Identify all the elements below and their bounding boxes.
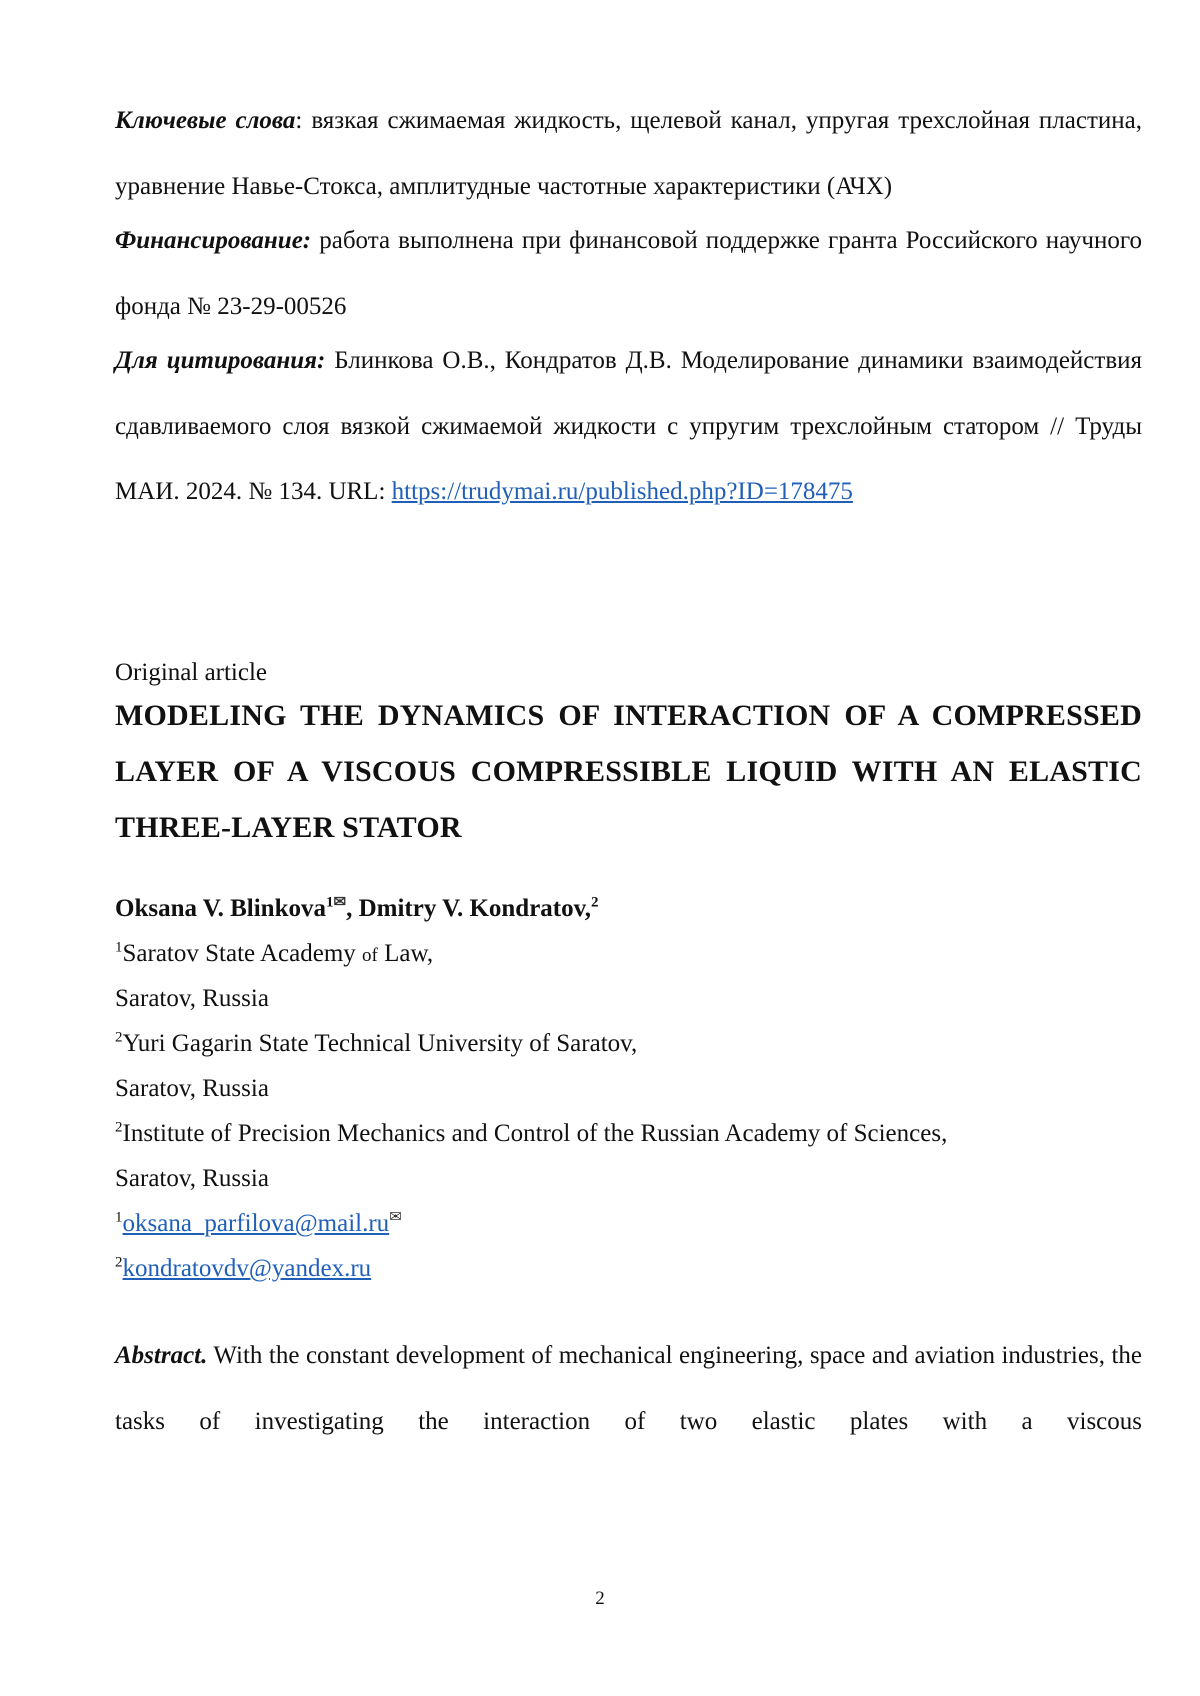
author-1-sup: 1 [326,894,334,911]
envelope-icon: ✉ [333,894,347,911]
email-2-line [115,1244,1142,1293]
affiliation-2-city: Saratov, Russia [115,1075,269,1102]
citation-text: Блинкова О.В., Кондратов Д.В. Моделирование динамики взаимодействия сдавливаемого слоя вязкой сжимаемой жидкости с упругим трехслойным статором // Труды МАИ. 2024. № 134. URL: [115,347,1142,505]
citation-url-link[interactable]: https://trudymai.ru/published.php?ID=178475 [391,478,853,505]
citation-paragraph [115,328,1142,525]
keywords-label: Ключевые слова [115,107,296,134]
citation-label: Для цитирования: [115,347,326,374]
funding-paragraph [115,208,1142,339]
affiliation-1-name-a: Saratov State Academy [122,940,363,967]
author-separator: , [346,895,359,922]
affiliation-3-city: Saratov, Russia [115,1165,269,1192]
paper-page [115,0,1142,1696]
article-title: MODELING THE DYNAMICS OF INTERACTION OF A COMPRESSED LAYER OF A VISCOUS COMPRESSIBLE LIQUID WITH AN ELASTIC THREE-LAYER STATOR [115,699,1142,844]
email-1-line [115,1199,1142,1248]
authors-line [115,884,1142,933]
abstract-label: Abstract. [115,1342,208,1369]
affiliation-2 [115,1019,1142,1068]
affiliation-1-city: Saratov, Russia [115,985,269,1012]
email-2-sup: 2 [115,1254,123,1271]
affiliation-3 [115,1109,1142,1158]
abstract-text: With the constant development of mechanical engineering, space and aviation industries, the tasks of investigating the interaction of two elastic plates with a viscous [115,1342,1142,1435]
funding-label: Финансирование: [115,227,312,254]
funding-text: работа выполнена при финансовой поддержке гранта Российского научного фонда № 23-29-00526 [115,227,1142,320]
email-1-link[interactable]: oksana_parfilova@mail.ru [122,1210,390,1237]
affiliation-1-sup: 1 [115,939,123,956]
keywords-text: : вязкая сжимаемая жидкость, щелевой канал, упругая трехслойная пластина, уравнение Навье-Стокса, амплитудные частотные характеристики (АЧХ) [115,107,1142,200]
affiliation-2-sup: 2 [115,1029,123,1046]
keywords-paragraph [115,88,1142,219]
affiliation-1-name-of: of [362,945,378,966]
affiliation-3-name: Institute of Precision Mechanics and Control of the Russian Academy of Sciences, [122,1120,948,1147]
author-2-name: Dmitry V. Kondratov, [358,895,591,922]
affiliation-2-name: Yuri Gagarin State Technical University of Saratov, [122,1030,638,1057]
author-1-name: Oksana V. Blinkova [115,895,326,922]
email-1-sup: 1 [115,1209,123,1226]
article-type: Original article [115,659,268,686]
affiliation-1-name-b: Law, [377,940,434,967]
author-2-sup: 2 [591,894,599,911]
email-2-link[interactable]: kondratovdv@yandex.ru [122,1255,372,1282]
page-number: 2 [595,1588,605,1609]
affiliation-3-sup: 2 [115,1119,123,1136]
abstract-paragraph [115,1323,1142,1454]
envelope-icon: ✉ [389,1209,402,1226]
affiliation-1 [115,929,1142,980]
